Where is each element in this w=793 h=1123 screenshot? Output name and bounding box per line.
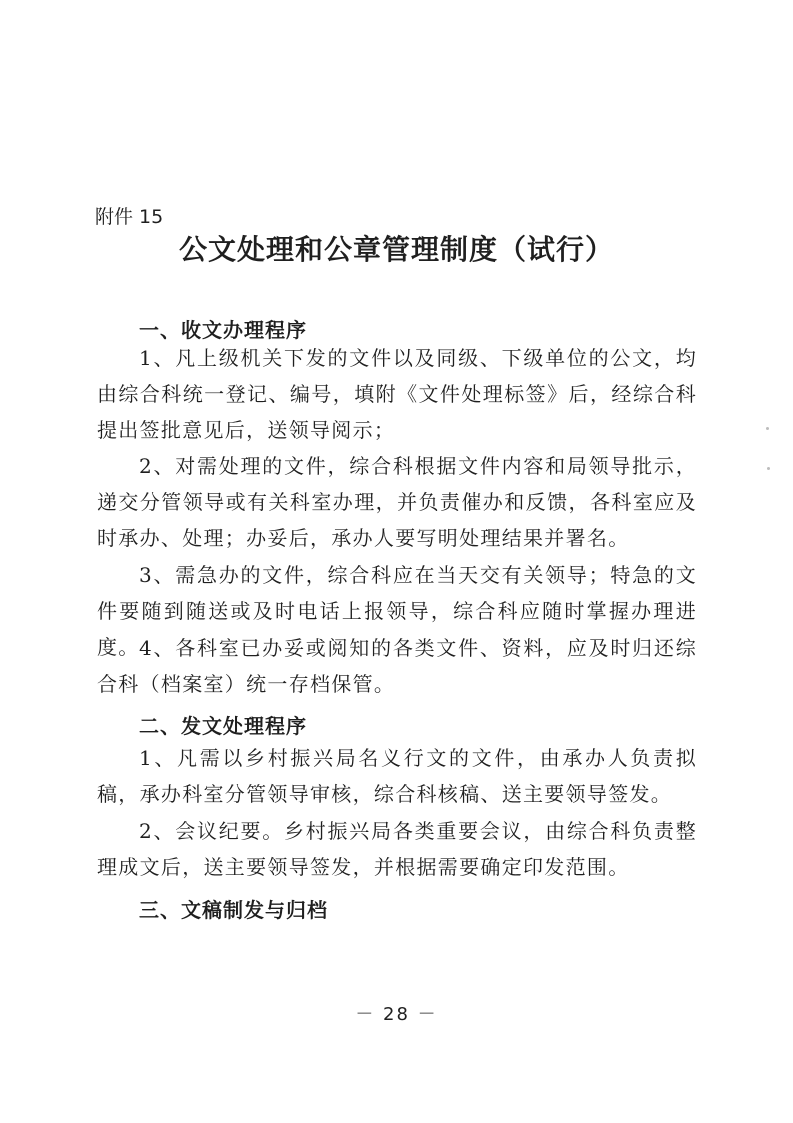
paragraph (97, 448, 697, 556)
page-number: － 28 － (355, 1004, 438, 1025)
scan-speck (767, 467, 770, 470)
section-heading: 二、发文处理程序 (139, 714, 307, 738)
attachment-label: 附件 15 (95, 206, 164, 228)
paragraph-text: 1、凡上级机关下发的文件以及同级、下级单位的公文，均由综合科统一登记、编号，填附《文件处理标签》后，经综合科提出签批意见后，送领导阅示； (97, 346, 697, 442)
paragraph (97, 340, 697, 448)
paragraph (97, 740, 697, 812)
paragraph-text: 2、对需处理的文件，综合科根据文件内容和局领导批示，递交分管领导或有关科室办理，并负责催办和反馈，各科室应及时承办、处理；办妥后，承办人要写明处理结果并署名。 (97, 454, 697, 550)
section-heading: 一、收文办理程序 (139, 318, 307, 342)
paragraph (97, 630, 697, 702)
paragraph (97, 813, 697, 885)
paragraph-text: 2、会议纪要。乡村振兴局各类重要会议，由综合科负责整理成文后，送主要领导签发，并根据需要确定印发范围。 (97, 819, 697, 879)
paragraph-text: 1、凡需以乡村振兴局名义行文的文件，由承办人负责拟稿，承办科室分管领导审核，综合科核稿、送主要领导签发。 (97, 746, 697, 806)
paragraph-text: 4、各科室已办妥或阅知的各类文件、资料，应及时归还综合科（档案室）统一存档保管。 (97, 636, 697, 696)
paragraph-text: 3、需急办的文件，综合科应在当天交有关领导；特急的文件要随到随送或及时电话上报领导，综合科应随时掌握办理进度。 (97, 563, 697, 659)
document-title: 公文处理和公章管理制度（试行） (178, 233, 614, 266)
scan-speck (766, 427, 769, 430)
section-heading: 三、文稿制发与归档 (139, 898, 328, 922)
